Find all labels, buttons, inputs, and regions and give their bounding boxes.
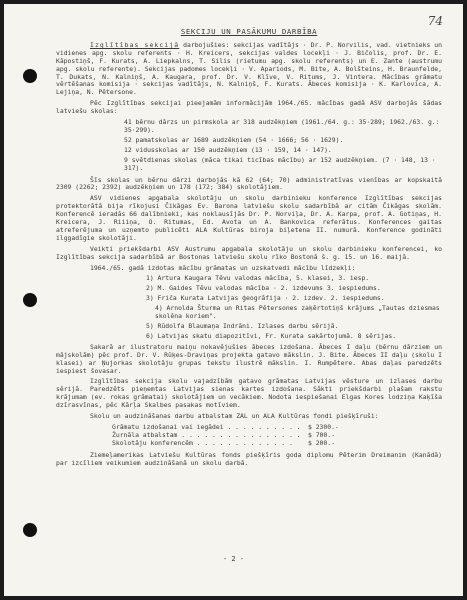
paragraph-midwest-conference: ASV vidienes apgabala skolotāju un skolu darbinieku konference Izglītības sekcijas protektorātā bija rīkojusi Čikāgas Ev. Barona latviešu skolu sadarbībā ar citām Čikāgas skolām. Konferencē ieradās 66 dalībnieki, kas noklausījās Dr. P. Norviļa, Dr. A. Karpa, prof. A. Gotiņas, H. Kreicera, J. Riiiņa, O. Ritumas, Ed. Avota un A. Bankovica referātus. Konferences gaitas atreferējuma un uzņemto publicēti ALA Kultūras biroja biļetena II. numurā. Konference godināti ilggadīgie skolotāji. <box>56 194 442 242</box>
paragraph-diploma: Ziemeļamerikas Latviešu Kultūras fonds piešķīris goda diplomu Pēterim Dreimanim (Kanādā) par izcīliem veikumiem audzināšanā un skolu darbā. <box>56 450 442 467</box>
list-item: 2) M. Gaides Tēvu valodas mācība · 2. izdevums 3. iespiedums. <box>146 284 381 293</box>
fund-label: Grāmatu izdošanai vai iegādei . . . . . . . . . . <box>112 422 301 431</box>
fund-amount: $ 200.- <box>308 438 335 447</box>
list-item: 12 vidusskolas ar 150 audzēkņiem (13 · 159, 14 · 147). <box>124 145 332 154</box>
document-body <box>56 28 442 471</box>
paragraph-schools-intro: Pēc Izglītības sekcijai pieejamām informācijām 1964./65. mācības gadā ASV darbojās šādas latviešu skolas: <box>56 99 442 116</box>
binder-hole <box>23 69 37 83</box>
fund-label: Žurnāla atbalstam . . . . . . . . . . . . . . . . <box>112 430 301 439</box>
handwritten-page-mark: 74 <box>427 14 443 28</box>
binder-hole <box>23 523 37 537</box>
list-item: 5) Rūdolfa Blaumaņa Indrāni. Izlases darbu sērijā. <box>146 322 339 330</box>
document-page <box>4 4 463 596</box>
list-item: 3) Friča Kurata Latvijas ģeogrāfija · 2. izdev. 2. iespiedums. <box>146 294 385 303</box>
paragraph-east-conference: Veikti priekšdarbi ASV Austrumu apgabala skolotāju un skolu darbinieku konferencei, ko Izglītības sekcija sadarbībā ar Bostonas latviešu skolu rīko Bostonā š. g. 15. un 16. maijā. <box>56 244 442 261</box>
paragraph-school-totals: Šīs skolas un bērnu dārzi darbojās kā 62 (64; 70) administratīvas vienības ar kopskaitā 2309 (2262; 2392) audzēkņiem un 178 (172; 384) skolotājiem. <box>56 175 442 192</box>
list-item: 41 bērnu dārzs un pirmskola ar 318 audzēkņiem (1961./64. g.: 35·289; 1962./63. g.: 35·299). <box>124 118 440 134</box>
list-item: 52 pamatskolas ar 1689 audzēkņiem (54 · 1666; 56 · 1629). <box>124 135 344 144</box>
paragraph-education-section: Izglītības sekcijā darbojušies: sekcijas vadītājs · Dr. P. Norvilis, vad. vietnieks un vidienes apg. skolu referents · H. Kreicers, sekcijas valdes locekļi · J. Bičolis, prof. Dr. E. Kāpostiņš, F. Kurats, A. Liepkalns, T. Silis (rietumu apg. skolu referents) un E. Zante (austrumu apg. skolu referente). Sekcijas padomes locekļi · V. Apariods, M. Bite, A. Bolšteins, H. Braunfelde, T. Dukats, N. Kalniņš, A. Kaugara, prof. Dr. V. Klīve, V. Ritums, J. Vintera. Mācības grāmatu vērtēšanas komisija · sekcijas vadītājs, N. Kalniņš, F. Kurats. Ābeces komisija · K. Karlovica, A. Lejiņa, N. Pētersone. <box>56 40 442 97</box>
list-item: 9 svētdienas skolas (māca tikai ticības mācību) ar 152 audzēkņiem. (7 · 148, 13 · 317). <box>124 155 436 172</box>
fund-amount: $ 2300.- <box>308 422 339 431</box>
section-title: SEKCIJU UN PASĀKUMU DARBĪBA <box>180 27 318 36</box>
page-number: - 2 - <box>222 555 245 563</box>
table-row <box>112 440 442 448</box>
list-item: 1) Artura Kaugara Tēvu valodas mācība, 5. klasei, 3. iesp. <box>146 274 370 283</box>
paragraph-textbooks-intro: 1964./65. gadā izdotas mācību grāmatas un uzskatvedi mācību līdzekļi: <box>90 263 356 272</box>
list-item: 6) Latvijas skatu diapozitīvi, Fr. Kurata sakārtojumā. 8 sērijas. <box>146 331 397 340</box>
funds-table <box>112 424 442 448</box>
paragraph-funds-intro: Skolu un audzināšanas darbu atbalstam ZAL un ALA Kultūras fondi piešķīruši: <box>90 412 379 421</box>
education-section-lead: Izglītības sekcijā <box>90 40 180 49</box>
binder-hole <box>23 293 37 307</box>
fund-amount: $ 700.- <box>308 430 335 439</box>
textbooks-list <box>146 275 442 340</box>
paragraph-primer: Sakarā ar ilustratoru maiņu nokavējušies ābeces izdošana. Ābeces I daļu (bērnu dārziem un mājskolām) pēc prof. Dr. V. Rūķes-Draviņas projekta gatavo mākslin. J. Bite. Ābeces II daļu (skolu I klasei) ar Ņujorkas skolotāju grupas tekstu ilustrē mākslin. I. Rumpētere. Abas daļas paredzēts iespiest šovasar. <box>56 342 442 375</box>
fund-label: Skolotāju konferencēm . . . . . . . . . . . . . <box>112 438 293 447</box>
list-item: 4) Arnolda Šturma un Ritas Pētersones zaķērtotiņš krājums „Tautas dziesmas skolēna koriem". <box>155 304 440 321</box>
schools-list <box>124 119 442 172</box>
paragraph-plans: Izglītības sekcija skolu vajadzībām gatavo grāmatas Latvijas vēsture un izlases darbu sērijā. Paredzēts pieņemtas Latvijas sienas kartes izdošana. Sākti priekšdarbi plašam rakstu krājumam (ev. rokas grāmatai) skolotājiem un vecākiem. Nodota iespiešanai Elgas Kores lodziņa Kaķīša dzīrasvīnas, pēc Kārļa Skalbes pasakas motīviem. <box>56 377 442 410</box>
